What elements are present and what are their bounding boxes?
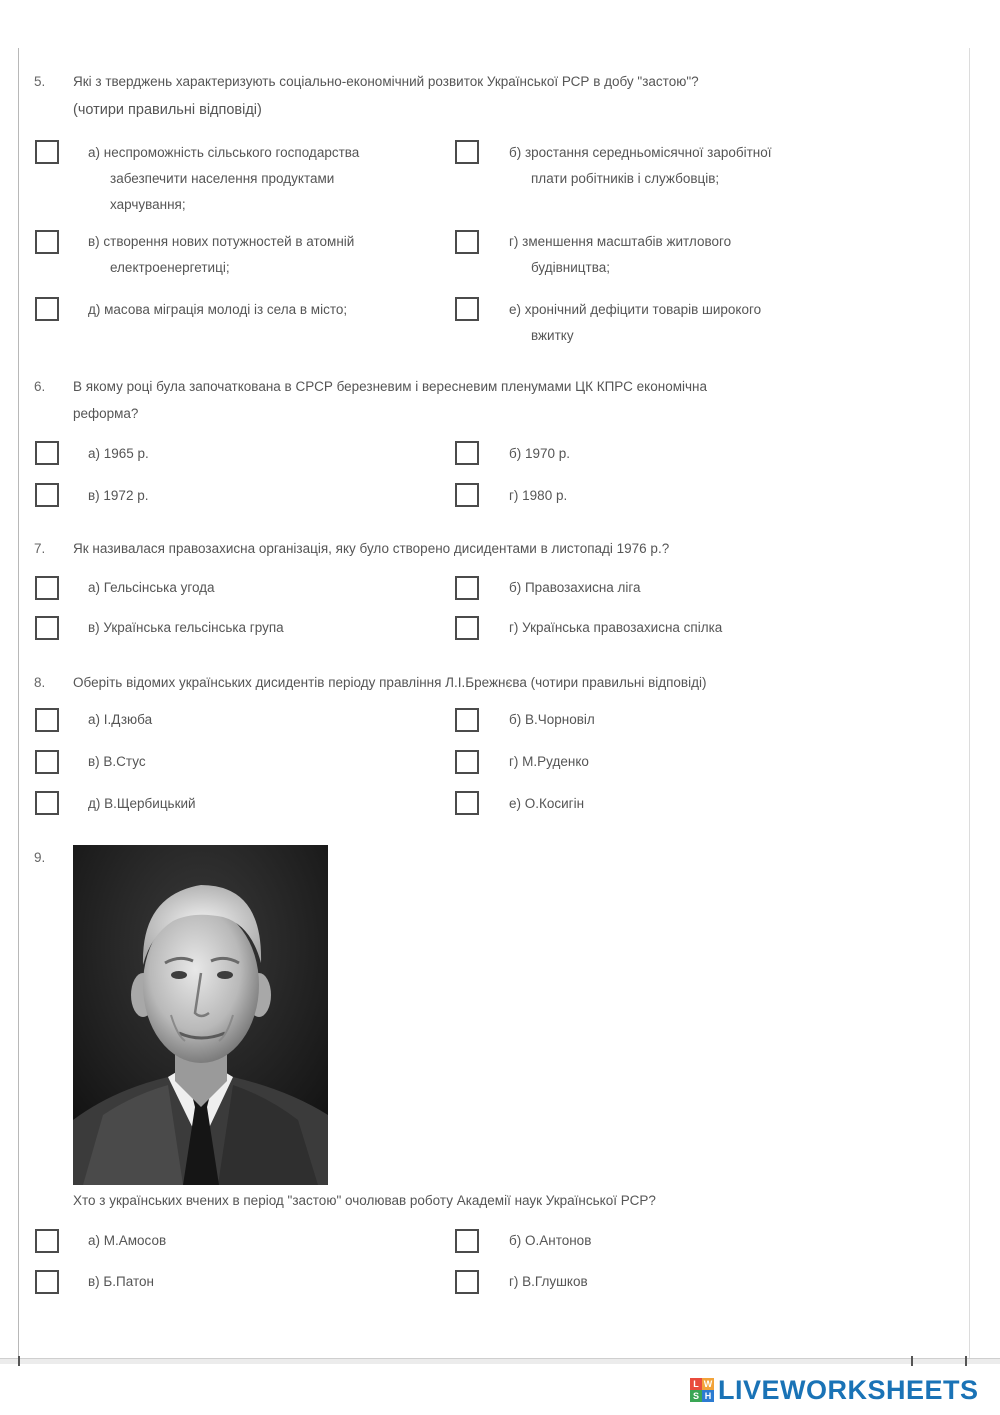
q5-option-a: а) неспроможність сільського господарства bbox=[88, 145, 360, 160]
q7-checkbox-g[interactable] bbox=[455, 616, 479, 640]
question-8-number: 8. bbox=[34, 675, 46, 690]
q5-option-v-line2: електроенергетиці; bbox=[110, 260, 230, 275]
question-7-number: 7. bbox=[34, 541, 46, 556]
question-6-number: 6. bbox=[34, 379, 46, 394]
q6-option-g: г) 1980 р. bbox=[509, 488, 568, 503]
question-7-text: Як називалася правозахисна організація, яку було створено дисидентами в листопаді 1976 р.? bbox=[73, 541, 670, 556]
q5-option-d: д) масова міграція молоді із села в місто; bbox=[88, 302, 348, 317]
q5-option-e-line2: вжитку bbox=[531, 328, 574, 343]
q8-checkbox-v[interactable] bbox=[35, 750, 59, 774]
q7-checkbox-b[interactable] bbox=[455, 576, 479, 600]
q8-checkbox-d[interactable] bbox=[35, 791, 59, 815]
q5-checkbox-b[interactable] bbox=[455, 140, 479, 164]
q7-option-a: а) Гельсінська угода bbox=[88, 580, 215, 595]
brand-name: LIVEWORKSHEETS bbox=[718, 1374, 979, 1405]
q9-option-b: б) О.Антонов bbox=[509, 1233, 592, 1248]
liveworksheets-logo-icon bbox=[690, 1378, 714, 1402]
q5-option-e: е) хронічний дефіцити товарів широкого bbox=[509, 302, 762, 317]
q6-checkbox-v[interactable] bbox=[35, 483, 59, 507]
q7-option-v: в) Українська гельсінська група bbox=[88, 620, 284, 635]
q8-option-d: д) В.Щербицький bbox=[88, 796, 196, 811]
page-footer-line bbox=[0, 1358, 1000, 1364]
q5-option-g: г) зменшення масштабів житлового bbox=[509, 234, 732, 249]
logo-tile: W bbox=[703, 1379, 713, 1389]
q5-checkbox-v[interactable] bbox=[35, 230, 59, 254]
q7-option-b: б) Правозахисна ліга bbox=[509, 580, 641, 595]
q9-option-a: а) М.Амосов bbox=[88, 1233, 167, 1248]
q8-checkbox-g[interactable] bbox=[455, 750, 479, 774]
q8-checkbox-e[interactable] bbox=[455, 791, 479, 815]
q9-checkbox-v[interactable] bbox=[35, 1270, 59, 1294]
q8-option-a: а) І.Дзюба bbox=[88, 712, 153, 727]
q7-checkbox-a[interactable] bbox=[35, 576, 59, 600]
q6-checkbox-a[interactable] bbox=[35, 441, 59, 465]
question-5-text: Які з тверджень характеризують соціально-економічний розвиток Української РСР в добу "застою"? bbox=[73, 74, 699, 89]
q6-checkbox-g[interactable] bbox=[455, 483, 479, 507]
q6-option-b: б) 1970 р. bbox=[509, 446, 571, 461]
q9-checkbox-a[interactable] bbox=[35, 1229, 59, 1253]
liveworksheets-brand[interactable] bbox=[690, 1372, 979, 1408]
q9-option-v: в) Б.Патон bbox=[88, 1274, 154, 1289]
q5-option-b: б) зростання середньомісячної заробітної bbox=[509, 145, 772, 160]
logo-tile: S bbox=[690, 1390, 702, 1402]
q5-checkbox-a[interactable] bbox=[35, 140, 59, 164]
q6-checkbox-b[interactable] bbox=[455, 441, 479, 465]
question-9-number: 9. bbox=[34, 850, 46, 865]
footer-tick bbox=[965, 1356, 967, 1366]
scientist-portrait-photo bbox=[73, 845, 328, 1185]
logo-tile: L bbox=[690, 1378, 702, 1390]
q5-checkbox-d[interactable] bbox=[35, 297, 59, 321]
q6-option-v: в) 1972 р. bbox=[88, 488, 149, 503]
q5-option-b-line2: плати робітників і службовців; bbox=[531, 171, 720, 186]
q5-option-g-line2: будівництва; bbox=[531, 260, 610, 275]
q5-checkbox-e[interactable] bbox=[455, 297, 479, 321]
q8-option-e: е) О.Косигін bbox=[509, 796, 585, 811]
q5-checkbox-g[interactable] bbox=[455, 230, 479, 254]
q5-option-a-line3: харчування; bbox=[110, 197, 186, 212]
q8-option-g: г) М.Руденко bbox=[509, 754, 589, 769]
q8-option-v: в) В.Стус bbox=[88, 754, 146, 769]
q6-option-a: а) 1965 р. bbox=[88, 446, 149, 461]
q8-option-b: б) В.Чорновіл bbox=[509, 712, 595, 727]
question-6-text-line2: реформа? bbox=[73, 406, 139, 421]
q9-checkbox-b[interactable] bbox=[455, 1229, 479, 1253]
footer-tick bbox=[911, 1356, 913, 1366]
question-6-text: В якому році була започаткована в СРСР березневим і вересневим пленумами ЦК КПРС економічна bbox=[73, 379, 707, 394]
question-8-text: Оберіть відомих українських дисидентів періоду правління Л.І.Брежнєва (чотири правильні відповіді) bbox=[73, 675, 707, 690]
q8-checkbox-a[interactable] bbox=[35, 708, 59, 732]
question-9-text: Хто з українських вчених в період "застою" очолював роботу Академії наук Української РСР? bbox=[73, 1193, 656, 1208]
q5-option-a-line2: забезпечити населення продуктами bbox=[110, 171, 335, 186]
question-5-number: 5. bbox=[34, 74, 46, 89]
q9-checkbox-g[interactable] bbox=[455, 1270, 479, 1294]
q7-checkbox-v[interactable] bbox=[35, 616, 59, 640]
logo-tile: H bbox=[702, 1390, 714, 1402]
footer-tick bbox=[18, 1356, 20, 1366]
sheet-left-edge bbox=[18, 48, 19, 1358]
sheet-right-edge bbox=[969, 48, 970, 1358]
q5-option-v: в) створення нових потужностей в атомній bbox=[88, 234, 355, 249]
question-5-note: (чотири правильні відповіді) bbox=[73, 102, 262, 118]
q9-option-g: г) В.Глушков bbox=[509, 1274, 588, 1289]
q8-checkbox-b[interactable] bbox=[455, 708, 479, 732]
q7-option-g: г) Українська правозахисна спілка bbox=[509, 620, 723, 635]
